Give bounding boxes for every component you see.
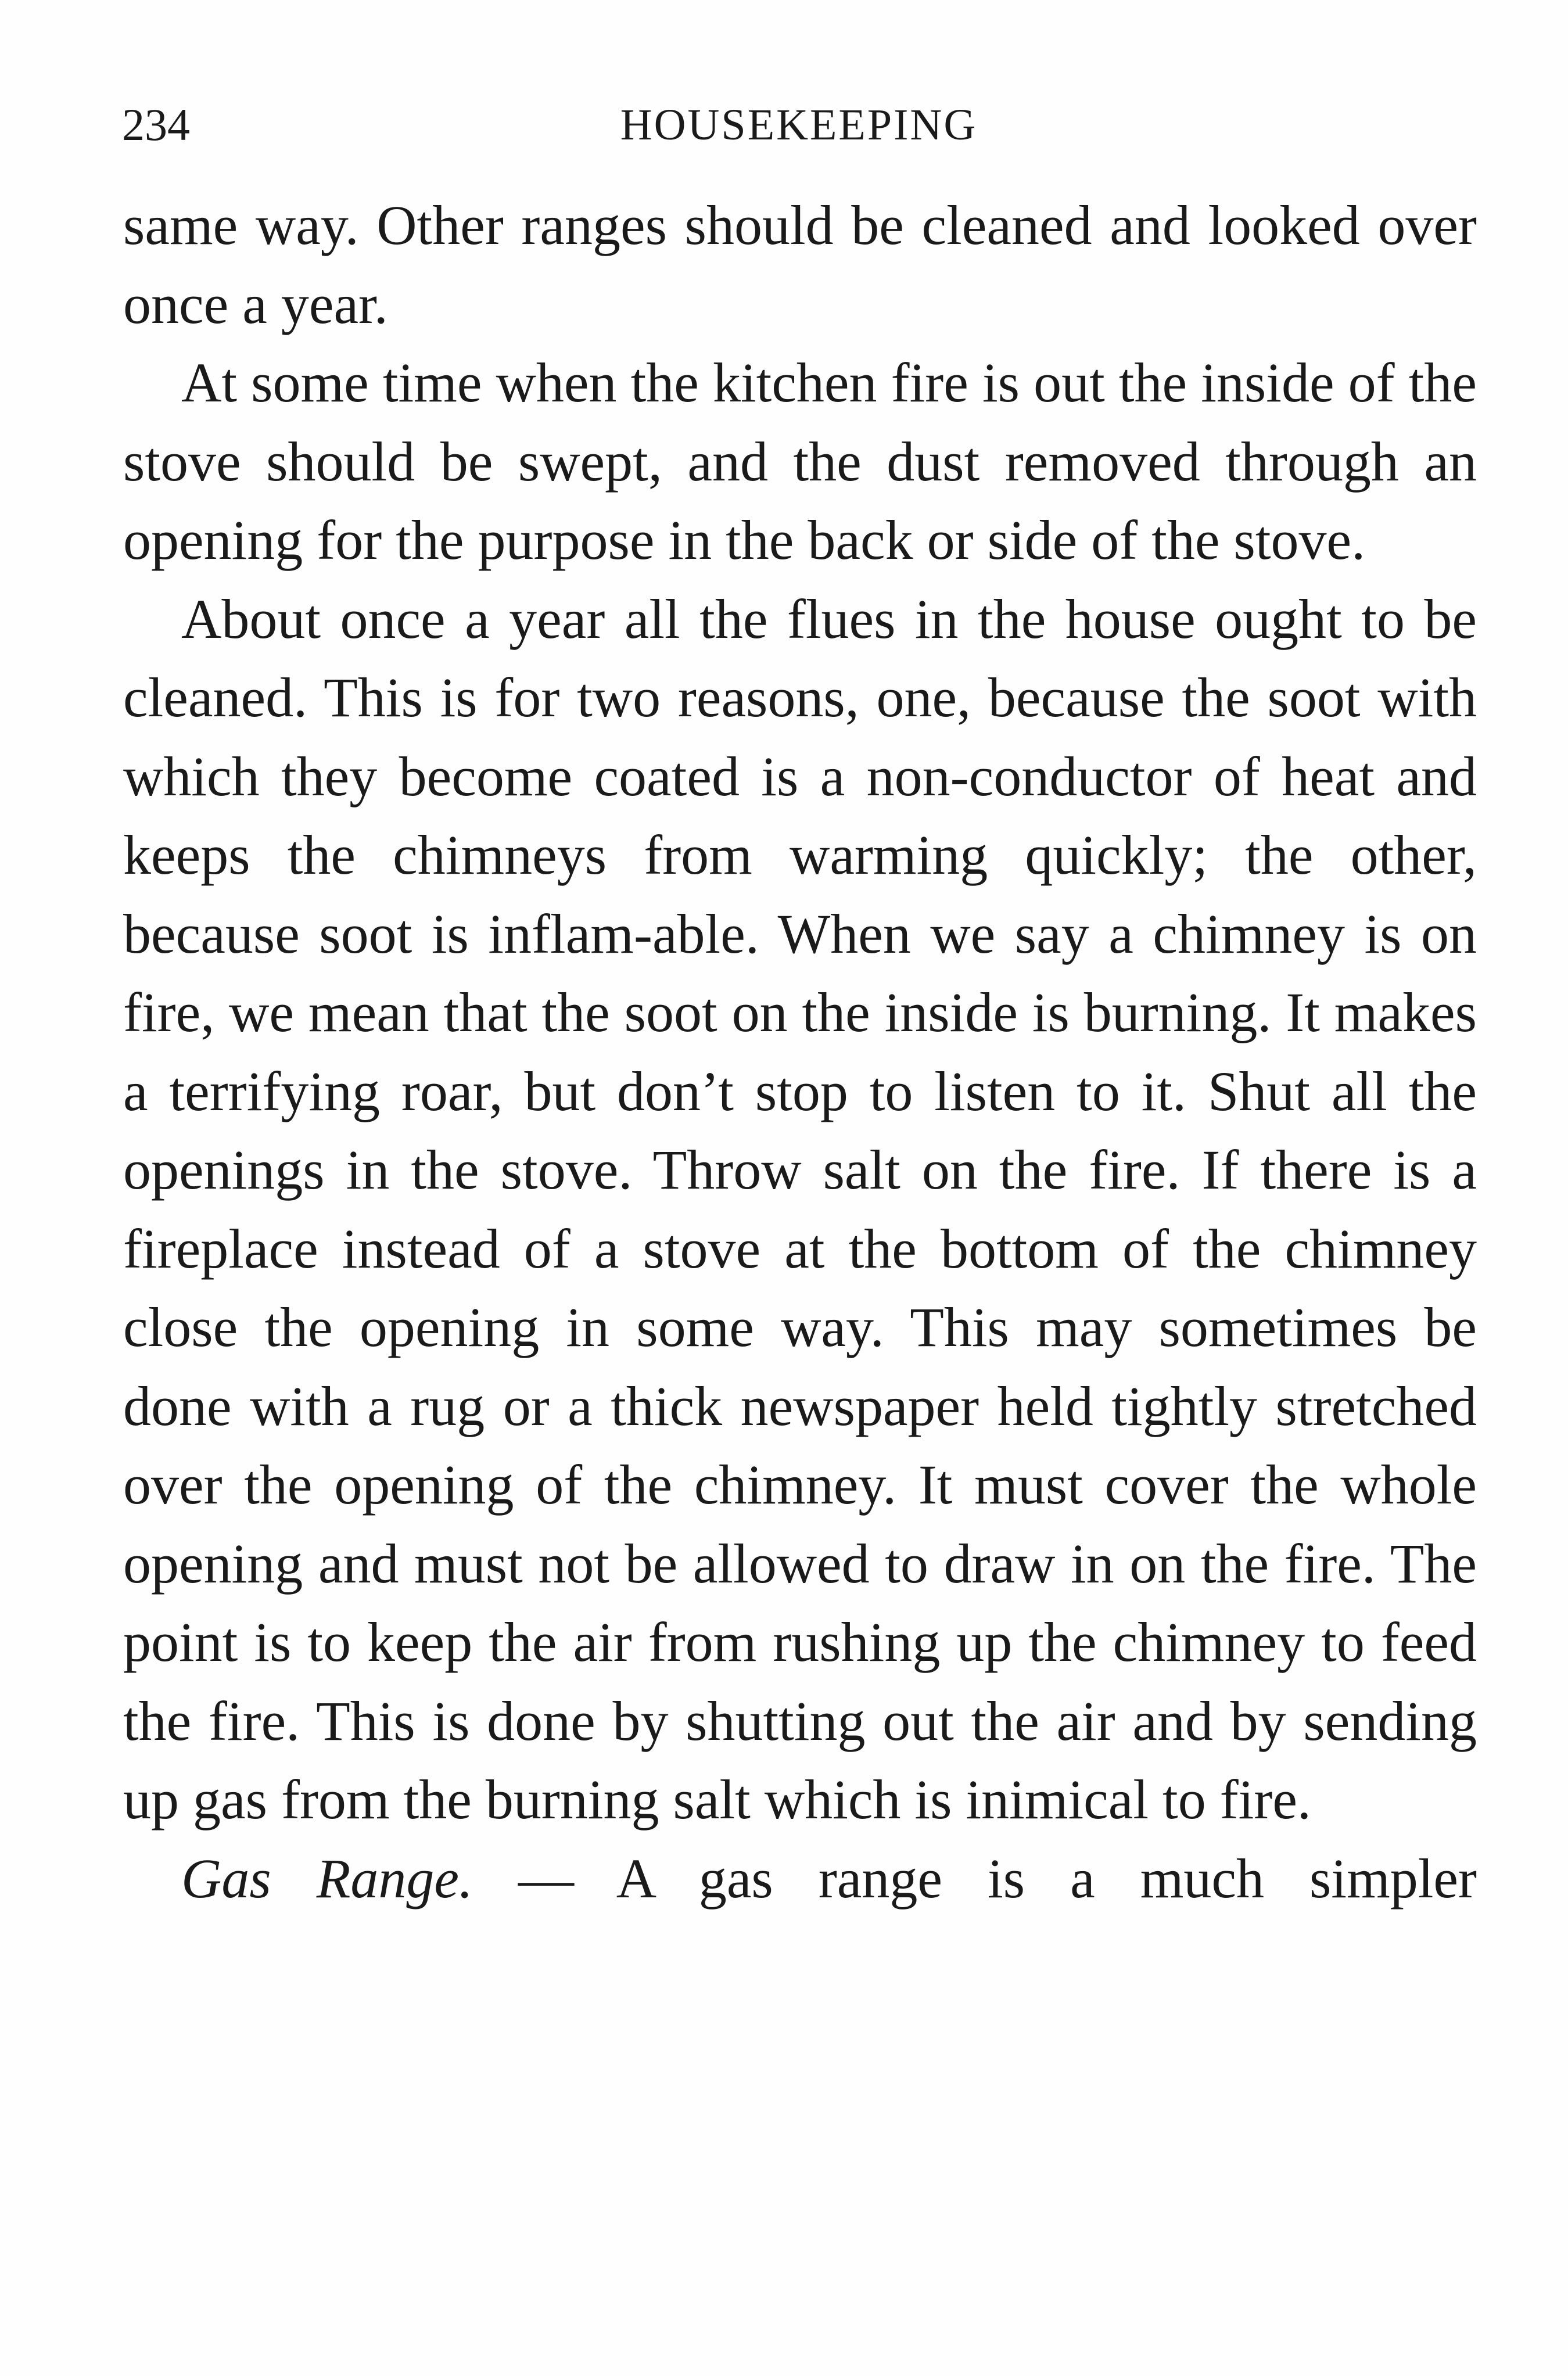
paragraph-stove-cleaning: At some time when the kitchen fire is out the inside of the stove should be swept, and the dust removed through an opening for the purpose in the back or side of the stove. [123,351,1477,571]
paragraph-continued: same way. Other ranges should be cleaned and looked over once a year. [123,194,1477,335]
paragraph-flues-chimney-fire: About once a year all the flues in the house ought to be cleaned. This is for two reasons, one, because the soot with which they become coated is a non-conductor of heat and keeps the chimneys from warming quickly; the other, because soot is inflam-able. When we say a chimney is on fire, we mean that the soot on the inside is burning. It makes a terrifying roar, but don’t stop to listen to it. Shut all the openings in the stove. Throw salt on the fire. If there is a fireplace instead of a stove at the bottom of the chimney close the opening in some way. This may sometimes be done with a rug or a thick newspaper held tightly stretched over the opening of the chimney. It must cover the whole opening and must not be allowed to draw in on the fire. The point is to keep the air from rushing up the chimney to feed the fire. This is done by shutting out the air and by sending up gas from the burning salt which is inimical to fire. [123,587,1477,1831]
paragraph-gas-range [123,1839,1477,1918]
running-head [122,93,1476,157]
gas-range-text: — A gas range is a much simpler [472,1847,1477,1910]
running-title: HOUSEKEEPING [620,101,978,149]
body-text [123,186,1477,1918]
section-lead-gas-range: Gas Range. [181,1847,473,1910]
page-number: 234 [122,99,190,150]
